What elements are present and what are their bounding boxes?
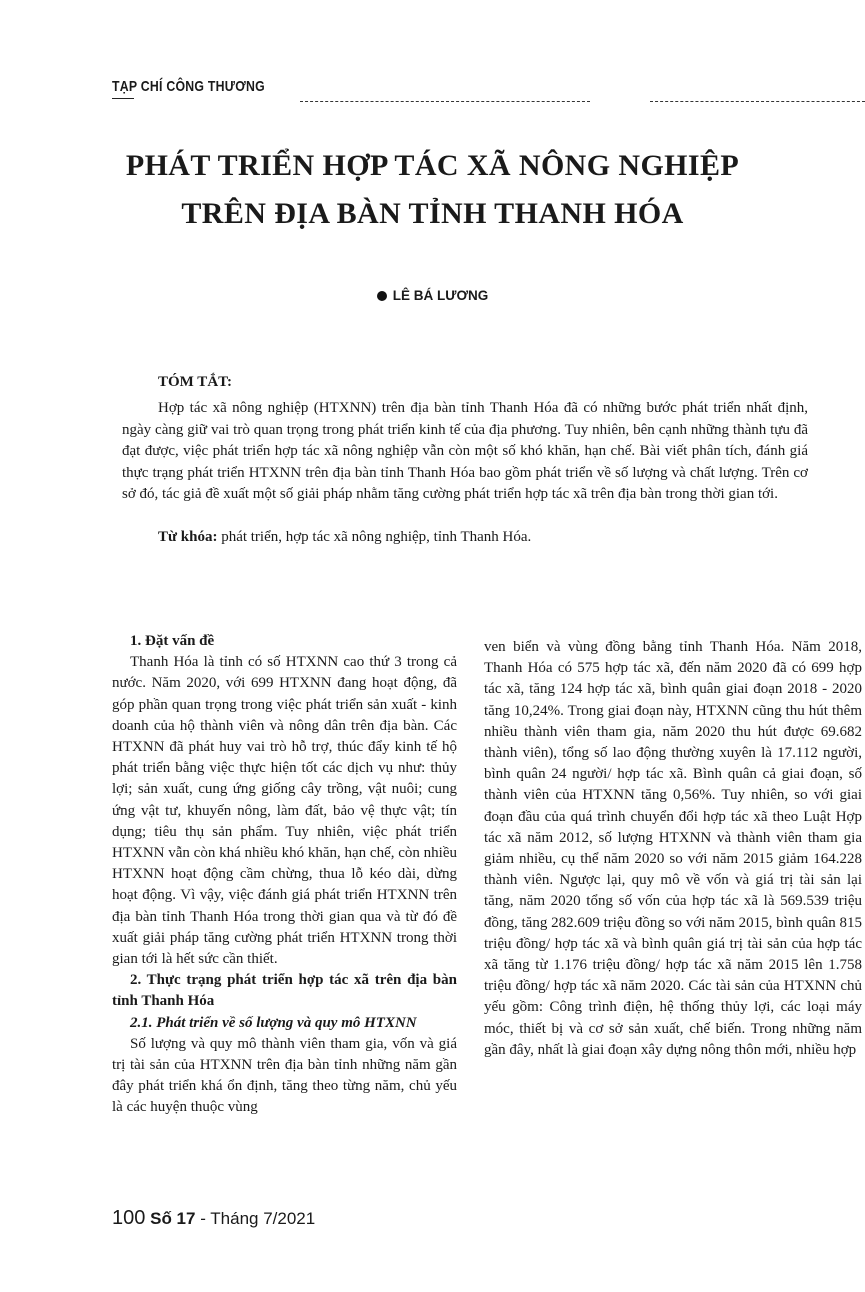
bullet-icon [377, 291, 387, 301]
left-column [112, 631, 457, 1119]
section21-paragraph: Số lượng và quy mô thành viên tham gia, vốn và giá trị tài sản của HTXNN trên địa bàn tỉnh những năm gần đây phát triển khá ổn định, tăng theo từng năm, chủ yếu là các huyện thuộc vùng [112, 1035, 457, 1116]
keywords [158, 527, 808, 549]
journal-name: TẠP CHÍ CÔNG THƯƠNG [112, 78, 265, 95]
issue-number: Số 17 [150, 1209, 196, 1228]
page-number: 100 [112, 1207, 146, 1229]
page-footer [112, 1207, 315, 1230]
abstract-heading: TÓM TẮT: [158, 374, 233, 390]
header-rule-left [300, 101, 590, 102]
section1-paragraph: Thanh Hóa là tỉnh có số HTXNN cao thứ 3 trong cả nước. Năm 2020, với 699 HTXNN đang hoạt động, đã góp phần quan trọng trong việc phát triển sản xuất - kinh doanh của hộ thành viên và nông dân trên địa bàn. Các HTXNN đã phát huy vai trò hỗ trợ, thúc đẩy kinh tế hộ phát triển bằng việc thực hiện tốt các dịch vụ như: thủy lợi; sản xuất, cung ứng giống cây trồng, vật nuôi; cung ứng vật tư, khuyến nông, làm đất, bảo vệ thực vật; tín dụng; tiêu thụ sản phẩm. Tuy nhiên, việc phát triển HTXNN vẫn còn khá nhiều khó khăn, hạn chế, còn nhiều HTXNN hoạt động cầm chừng, thua lỗ kéo dài, dừng hoạt động. Vì vậy, việc đánh giá phát triển HTXNN trên địa bàn tỉnh Thanh Hóa trong thời gian qua và từ đó đề xuất giải pháp tăng cường phát triển HTXNN trong thời gian tới là hết sức cần thiết. [112, 654, 457, 968]
section21-heading: 2.1. Phát triển về số lượng và quy mô HTXNN [130, 1014, 417, 1031]
keywords-text: phát triển, hợp tác xã nông nghiệp, tỉnh Thanh Hóa. [217, 529, 532, 545]
author-name: LÊ BÁ LƯƠNG [392, 288, 489, 303]
keywords-label: Từ khóa: [158, 529, 218, 545]
section1-heading: 1. Đặt vấn đề [130, 633, 215, 649]
right-column-paragraph: ven biển và vùng đồng bằng tỉnh Thanh Hóa. Năm 2018, Thanh Hóa có 575 hợp tác xã, đến năm 2020 đã có 699 hợp tác xã, tăng 124 hợp tác xã, bình quân giai đoạn 2018 - 2020 tăng 10,24%. Trong giai đoạn này, HTXNN cũng thu hút thêm nhiều thành viên tham gia, năm 2020 thu hút được 69.682 thành viên), tổng số lao động thường xuyên là 17.112 người, bình quân 24 người/ hợp tác xã. Bình quân cả giai đoạn, số thành viên của HTXNN tăng 0,56%. Tuy nhiên, so với giai đoạn đầu của quá trình chuyển đổi hợp tác xã theo Luật Hợp tác xã năm 2012, số lượng HTXNN và thành viên tham gia giảm nhiều, cụ thể năm 2020 so với năm 2015 giảm 164.228 thành viên. Ngược lại, quy mô về vốn và giá trị tài sản lại tăng, năm 2020 tổng số vốn của hợp tác xã là 569.539 triệu đồng, tăng 282.609 triệu đồng so với năm 2015, bình quân 815 triệu đồng/ hợp tác xã và bình quân giá trị tài sản của hợp tác xã tăng từ 1.176 triệu đồng/ hợp tác xã năm 2015 lên 1.758 triệu đồng/ hợp tác xã năm 2020. Các tài sản của HTXNN chủ yếu gồm: Công trình điện, hệ thống thủy lợi, các loại máy móc, thiết bị và cơ sở sản xuất, chế biến. Trong những năm gần đây, nhất là giai đoạn xây dựng nông thôn mới, nhiều hợp [484, 639, 862, 1058]
article-title-line1: PHÁT TRIỂN HỢP TÁC XÃ NÔNG NGHIỆP [125, 149, 740, 182]
article-title-line2: TRÊN ĐỊA BÀN TỈNH THANH HÓA [181, 197, 684, 230]
abstract-text: Hợp tác xã nông nghiệp (HTXNN) trên địa bàn tỉnh Thanh Hóa đã có những bước phát triển nhất định, ngày càng giữ vai trò quan trọng trong phát triển kinh tế của địa phương. Tuy nhiên, bên cạnh những thành tựu đã đạt được, việc phát triển hợp tác xã nông nghiệp vẫn còn một số khó khăn, hạn chế. Bài viết phân tích, đánh giá thực trạng phát triển HTXNN trên địa bàn tỉnh Thanh Hóa bao gồm phát triển về số lượng và chất lượng. Trên cơ sở đó, tác giả đề xuất một số giải pháp nhằm tăng cường phát triển hợp tác xã trên địa bàn trong thời gian tới. [122, 400, 808, 502]
journal-underline [112, 98, 134, 99]
author-line [0, 288, 865, 303]
section2-heading: 2. Thực trạng phát triển hợp tác xã trên địa bàn tỉnh Thanh Hóa [112, 972, 457, 1010]
issue-date: - Tháng 7/2021 [195, 1209, 316, 1228]
right-column [484, 637, 862, 1061]
header-rule-right [650, 101, 865, 102]
